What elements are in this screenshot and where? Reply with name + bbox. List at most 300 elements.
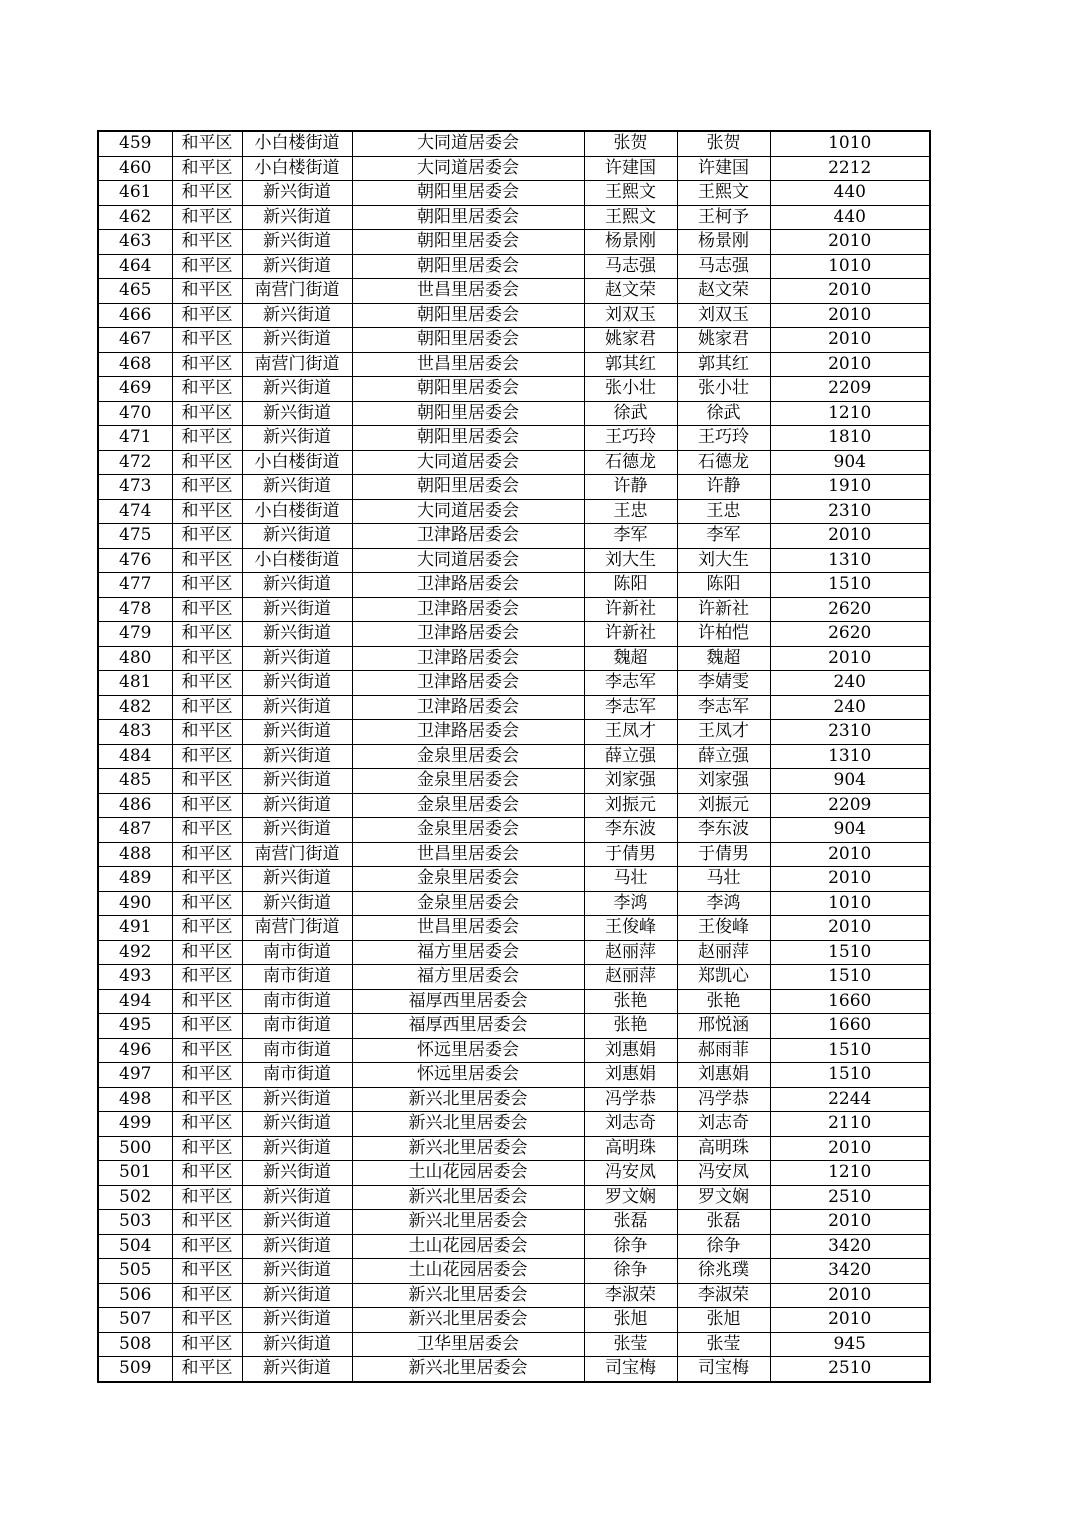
table-row — [98, 793, 930, 818]
member-cell: 薛立强 — [677, 744, 770, 769]
table-row — [98, 1210, 930, 1235]
district-cell: 和平区 — [172, 1161, 242, 1186]
row-number-cell: 487 — [98, 818, 172, 843]
row-number-cell: 486 — [98, 793, 172, 818]
applicant-cell: 王忠 — [584, 499, 677, 524]
member-cell: 魏超 — [677, 646, 770, 671]
amount-cell: 2010 — [770, 916, 930, 941]
district-cell: 和平区 — [172, 475, 242, 500]
committee-cell: 朝阳里居委会 — [352, 205, 584, 230]
district-cell: 和平区 — [172, 793, 242, 818]
amount-cell: 2209 — [770, 793, 930, 818]
row-number-cell: 466 — [98, 303, 172, 328]
member-cell: 张小壮 — [677, 377, 770, 402]
table-row — [98, 475, 930, 500]
member-cell: 石德龙 — [677, 450, 770, 475]
member-cell: 王俊峰 — [677, 916, 770, 941]
amount-cell: 1210 — [770, 1161, 930, 1186]
committee-cell: 怀远里居委会 — [352, 1063, 584, 1088]
street-cell: 新兴街道 — [242, 205, 352, 230]
applicant-cell: 郭其红 — [584, 352, 677, 377]
committee-cell: 朝阳里居委会 — [352, 401, 584, 426]
street-cell: 新兴街道 — [242, 426, 352, 451]
street-cell: 新兴街道 — [242, 524, 352, 549]
row-number-cell: 492 — [98, 940, 172, 965]
district-cell: 和平区 — [172, 254, 242, 279]
district-cell: 和平区 — [172, 1210, 242, 1235]
amount-cell: 240 — [770, 671, 930, 696]
applicant-cell: 赵丽萍 — [584, 965, 677, 990]
amount-cell: 2010 — [770, 303, 930, 328]
committee-cell: 土山花园居委会 — [352, 1161, 584, 1186]
row-number-cell: 504 — [98, 1234, 172, 1259]
committee-cell: 卫津路居委会 — [352, 573, 584, 598]
amount-cell: 1910 — [770, 475, 930, 500]
district-cell: 和平区 — [172, 1014, 242, 1039]
table-row — [98, 1332, 930, 1357]
committee-cell: 朝阳里居委会 — [352, 328, 584, 353]
member-cell: 刘大生 — [677, 548, 770, 573]
committee-cell: 世昌里居委会 — [352, 916, 584, 941]
row-number-cell: 460 — [98, 156, 172, 181]
member-cell: 张旭 — [677, 1308, 770, 1333]
applicant-cell: 许新社 — [584, 622, 677, 647]
row-number-cell: 477 — [98, 573, 172, 598]
amount-cell: 2010 — [770, 230, 930, 255]
street-cell: 新兴街道 — [242, 230, 352, 255]
table-row — [98, 940, 930, 965]
member-cell: 徐武 — [677, 401, 770, 426]
amount-cell: 2010 — [770, 1308, 930, 1333]
committee-cell: 朝阳里居委会 — [352, 254, 584, 279]
row-number-cell: 475 — [98, 524, 172, 549]
amount-cell: 904 — [770, 769, 930, 794]
row-number-cell: 488 — [98, 842, 172, 867]
street-cell: 新兴街道 — [242, 1259, 352, 1284]
member-cell: 许柏恺 — [677, 622, 770, 647]
member-cell: 王柯予 — [677, 205, 770, 230]
member-cell: 陈阳 — [677, 573, 770, 598]
table-row — [98, 1259, 930, 1284]
district-cell: 和平区 — [172, 230, 242, 255]
table-row — [98, 426, 930, 451]
member-cell: 刘志奇 — [677, 1112, 770, 1137]
street-cell: 新兴街道 — [242, 377, 352, 402]
member-cell: 高明珠 — [677, 1136, 770, 1161]
committee-cell: 卫华里居委会 — [352, 1332, 584, 1357]
row-number-cell: 503 — [98, 1210, 172, 1235]
amount-cell: 1510 — [770, 1063, 930, 1088]
table-row — [98, 818, 930, 843]
street-cell: 新兴街道 — [242, 1234, 352, 1259]
member-cell: 李志军 — [677, 695, 770, 720]
table-row — [98, 548, 930, 573]
district-cell: 和平区 — [172, 646, 242, 671]
amount-cell: 2110 — [770, 1112, 930, 1137]
member-cell: 许建国 — [677, 156, 770, 181]
member-cell: 张莹 — [677, 1332, 770, 1357]
committee-cell: 新兴北里居委会 — [352, 1283, 584, 1308]
street-cell: 南市街道 — [242, 1038, 352, 1063]
district-cell: 和平区 — [172, 205, 242, 230]
applicant-cell: 马壮 — [584, 867, 677, 892]
amount-cell: 2010 — [770, 524, 930, 549]
applicant-cell: 李志军 — [584, 671, 677, 696]
amount-cell: 2244 — [770, 1087, 930, 1112]
committee-cell: 朝阳里居委会 — [352, 377, 584, 402]
member-cell: 李军 — [677, 524, 770, 549]
table-row — [98, 205, 930, 230]
street-cell: 新兴街道 — [242, 867, 352, 892]
street-cell: 新兴街道 — [242, 254, 352, 279]
table-row — [98, 156, 930, 181]
table-row — [98, 891, 930, 916]
street-cell: 小白楼街道 — [242, 156, 352, 181]
applicant-cell: 张小壮 — [584, 377, 677, 402]
amount-cell: 904 — [770, 818, 930, 843]
amount-cell: 2010 — [770, 867, 930, 892]
street-cell: 新兴街道 — [242, 695, 352, 720]
district-cell: 和平区 — [172, 401, 242, 426]
street-cell: 新兴街道 — [242, 1087, 352, 1112]
table-row — [98, 695, 930, 720]
district-cell: 和平区 — [172, 965, 242, 990]
applicant-cell: 徐争 — [584, 1234, 677, 1259]
committee-cell: 大同道居委会 — [352, 548, 584, 573]
applicant-cell: 魏超 — [584, 646, 677, 671]
table-row — [98, 597, 930, 622]
table-row — [98, 524, 930, 549]
table-row — [98, 1308, 930, 1333]
row-number-cell: 459 — [98, 131, 172, 156]
applicant-cell: 高明珠 — [584, 1136, 677, 1161]
street-cell: 新兴街道 — [242, 622, 352, 647]
street-cell: 新兴街道 — [242, 181, 352, 206]
row-number-cell: 508 — [98, 1332, 172, 1357]
member-cell: 冯学恭 — [677, 1087, 770, 1112]
committee-cell: 福方里居委会 — [352, 940, 584, 965]
committee-cell: 大同道居委会 — [352, 156, 584, 181]
district-cell: 和平区 — [172, 181, 242, 206]
street-cell: 新兴街道 — [242, 1185, 352, 1210]
street-cell: 南市街道 — [242, 940, 352, 965]
committee-cell: 卫津路居委会 — [352, 671, 584, 696]
amount-cell: 2010 — [770, 328, 930, 353]
district-cell: 和平区 — [172, 1308, 242, 1333]
committee-cell: 新兴北里居委会 — [352, 1210, 584, 1235]
district-cell: 和平区 — [172, 426, 242, 451]
street-cell: 南营门街道 — [242, 842, 352, 867]
amount-cell: 2010 — [770, 646, 930, 671]
district-cell: 和平区 — [172, 940, 242, 965]
district-cell: 和平区 — [172, 352, 242, 377]
applicant-cell: 刘双玉 — [584, 303, 677, 328]
member-cell: 司宝梅 — [677, 1357, 770, 1382]
committee-cell: 卫津路居委会 — [352, 622, 584, 647]
committee-cell: 新兴北里居委会 — [352, 1112, 584, 1137]
district-cell: 和平区 — [172, 720, 242, 745]
amount-cell: 2209 — [770, 377, 930, 402]
amount-cell: 2010 — [770, 279, 930, 304]
amount-cell: 240 — [770, 695, 930, 720]
applicant-cell: 许静 — [584, 475, 677, 500]
street-cell: 南市街道 — [242, 1063, 352, 1088]
committee-cell: 大同道居委会 — [352, 499, 584, 524]
table-row — [98, 1234, 930, 1259]
street-cell: 新兴街道 — [242, 769, 352, 794]
street-cell: 新兴街道 — [242, 818, 352, 843]
applicant-cell: 李鸿 — [584, 891, 677, 916]
committee-cell: 新兴北里居委会 — [352, 1136, 584, 1161]
district-cell: 和平区 — [172, 1357, 242, 1382]
row-number-cell: 467 — [98, 328, 172, 353]
committee-cell: 福厚西里居委会 — [352, 989, 584, 1014]
district-cell: 和平区 — [172, 1332, 242, 1357]
street-cell: 新兴街道 — [242, 573, 352, 598]
committee-cell: 新兴北里居委会 — [352, 1357, 584, 1382]
district-cell: 和平区 — [172, 744, 242, 769]
amount-cell: 945 — [770, 1332, 930, 1357]
district-cell: 和平区 — [172, 622, 242, 647]
district-cell: 和平区 — [172, 1112, 242, 1137]
row-number-cell: 490 — [98, 891, 172, 916]
table-row — [98, 450, 930, 475]
street-cell: 南营门街道 — [242, 279, 352, 304]
committee-cell: 大同道居委会 — [352, 131, 584, 156]
amount-cell: 1210 — [770, 401, 930, 426]
street-cell: 新兴街道 — [242, 671, 352, 696]
table-row — [98, 720, 930, 745]
row-number-cell: 484 — [98, 744, 172, 769]
applicant-cell: 陈阳 — [584, 573, 677, 598]
district-cell: 和平区 — [172, 524, 242, 549]
district-cell: 和平区 — [172, 1063, 242, 1088]
row-number-cell: 476 — [98, 548, 172, 573]
amount-cell: 1510 — [770, 1038, 930, 1063]
table-row — [98, 131, 930, 156]
committee-cell: 金泉里居委会 — [352, 818, 584, 843]
table-row — [98, 1038, 930, 1063]
district-cell: 和平区 — [172, 156, 242, 181]
member-cell: 马志强 — [677, 254, 770, 279]
amount-cell: 1810 — [770, 426, 930, 451]
row-number-cell: 496 — [98, 1038, 172, 1063]
member-cell: 冯安凤 — [677, 1161, 770, 1186]
applicant-cell: 罗文娴 — [584, 1185, 677, 1210]
member-cell: 郭其红 — [677, 352, 770, 377]
table-row — [98, 867, 930, 892]
row-number-cell: 493 — [98, 965, 172, 990]
table-row — [98, 916, 930, 941]
member-cell: 邢悦涵 — [677, 1014, 770, 1039]
street-cell: 新兴街道 — [242, 1112, 352, 1137]
applicant-cell: 刘家强 — [584, 769, 677, 794]
applicant-cell: 李志军 — [584, 695, 677, 720]
district-cell: 和平区 — [172, 328, 242, 353]
row-number-cell: 494 — [98, 989, 172, 1014]
applicant-cell: 冯安凤 — [584, 1161, 677, 1186]
row-number-cell: 489 — [98, 867, 172, 892]
committee-cell: 卫津路居委会 — [352, 695, 584, 720]
row-number-cell: 497 — [98, 1063, 172, 1088]
street-cell: 新兴街道 — [242, 720, 352, 745]
applicant-cell: 刘惠娟 — [584, 1063, 677, 1088]
row-number-cell: 474 — [98, 499, 172, 524]
applicant-cell: 张艳 — [584, 1014, 677, 1039]
member-cell: 王忠 — [677, 499, 770, 524]
member-cell: 李淑荣 — [677, 1283, 770, 1308]
table-row — [98, 1357, 930, 1382]
member-cell: 王熙文 — [677, 181, 770, 206]
table-row — [98, 671, 930, 696]
row-number-cell: 506 — [98, 1283, 172, 1308]
district-cell: 和平区 — [172, 1185, 242, 1210]
committee-cell: 怀远里居委会 — [352, 1038, 584, 1063]
district-cell: 和平区 — [172, 548, 242, 573]
district-cell: 和平区 — [172, 1136, 242, 1161]
row-number-cell: 485 — [98, 769, 172, 794]
amount-cell: 2620 — [770, 622, 930, 647]
member-cell: 张贺 — [677, 131, 770, 156]
applicant-cell: 王俊峰 — [584, 916, 677, 941]
district-cell: 和平区 — [172, 1038, 242, 1063]
data-table — [97, 130, 931, 1383]
row-number-cell: 470 — [98, 401, 172, 426]
member-cell: 李婧雯 — [677, 671, 770, 696]
amount-cell: 440 — [770, 205, 930, 230]
applicant-cell: 于倩男 — [584, 842, 677, 867]
applicant-cell: 王巧玲 — [584, 426, 677, 451]
member-cell: 刘惠娟 — [677, 1063, 770, 1088]
member-cell: 姚家君 — [677, 328, 770, 353]
committee-cell: 金泉里居委会 — [352, 867, 584, 892]
row-number-cell: 464 — [98, 254, 172, 279]
street-cell: 新兴街道 — [242, 328, 352, 353]
applicant-cell: 王熙文 — [584, 181, 677, 206]
row-number-cell: 491 — [98, 916, 172, 941]
applicant-cell: 许新社 — [584, 597, 677, 622]
district-cell: 和平区 — [172, 1259, 242, 1284]
row-number-cell: 499 — [98, 1112, 172, 1137]
amount-cell: 2010 — [770, 1210, 930, 1235]
row-number-cell: 495 — [98, 1014, 172, 1039]
applicant-cell: 刘志奇 — [584, 1112, 677, 1137]
applicant-cell: 许建国 — [584, 156, 677, 181]
applicant-cell: 赵丽萍 — [584, 940, 677, 965]
committee-cell: 世昌里居委会 — [352, 352, 584, 377]
committee-cell: 卫津路居委会 — [352, 720, 584, 745]
table-row — [98, 401, 930, 426]
applicant-cell: 王熙文 — [584, 205, 677, 230]
member-cell: 张磊 — [677, 1210, 770, 1235]
district-cell: 和平区 — [172, 1087, 242, 1112]
applicant-cell: 刘大生 — [584, 548, 677, 573]
table-row — [98, 1087, 930, 1112]
row-number-cell: 498 — [98, 1087, 172, 1112]
member-cell: 徐兆璞 — [677, 1259, 770, 1284]
district-cell: 和平区 — [172, 695, 242, 720]
table-row — [98, 573, 930, 598]
applicant-cell: 杨景刚 — [584, 230, 677, 255]
table-row — [98, 1112, 930, 1137]
amount-cell: 2620 — [770, 597, 930, 622]
row-number-cell: 463 — [98, 230, 172, 255]
table-row — [98, 744, 930, 769]
district-cell: 和平区 — [172, 671, 242, 696]
applicant-cell: 石德龙 — [584, 450, 677, 475]
street-cell: 小白楼街道 — [242, 131, 352, 156]
table-row — [98, 181, 930, 206]
committee-cell: 新兴北里居委会 — [352, 1308, 584, 1333]
table-row — [98, 1185, 930, 1210]
committee-cell: 朝阳里居委会 — [352, 303, 584, 328]
amount-cell: 1510 — [770, 965, 930, 990]
district-cell: 和平区 — [172, 377, 242, 402]
row-number-cell: 469 — [98, 377, 172, 402]
street-cell: 新兴街道 — [242, 1161, 352, 1186]
applicant-cell: 李军 — [584, 524, 677, 549]
member-cell: 刘双玉 — [677, 303, 770, 328]
amount-cell: 3420 — [770, 1234, 930, 1259]
applicant-cell: 徐争 — [584, 1259, 677, 1284]
table-row — [98, 1161, 930, 1186]
applicant-cell: 徐武 — [584, 401, 677, 426]
street-cell: 新兴街道 — [242, 891, 352, 916]
amount-cell: 2510 — [770, 1357, 930, 1382]
committee-cell: 土山花园居委会 — [352, 1259, 584, 1284]
amount-cell: 2212 — [770, 156, 930, 181]
table-row — [98, 499, 930, 524]
street-cell: 新兴街道 — [242, 475, 352, 500]
member-cell: 王巧玲 — [677, 426, 770, 451]
street-cell: 新兴街道 — [242, 1357, 352, 1382]
member-cell: 赵丽萍 — [677, 940, 770, 965]
applicant-cell: 张磊 — [584, 1210, 677, 1235]
row-number-cell: 483 — [98, 720, 172, 745]
amount-cell: 1510 — [770, 573, 930, 598]
district-cell: 和平区 — [172, 597, 242, 622]
district-cell: 和平区 — [172, 989, 242, 1014]
amount-cell: 904 — [770, 450, 930, 475]
street-cell: 新兴街道 — [242, 1332, 352, 1357]
district-cell: 和平区 — [172, 450, 242, 475]
row-number-cell: 501 — [98, 1161, 172, 1186]
row-number-cell: 468 — [98, 352, 172, 377]
amount-cell: 2310 — [770, 499, 930, 524]
table-row — [98, 303, 930, 328]
table-row — [98, 1063, 930, 1088]
table-row — [98, 989, 930, 1014]
amount-cell: 1310 — [770, 548, 930, 573]
district-cell: 和平区 — [172, 573, 242, 598]
applicant-cell: 马志强 — [584, 254, 677, 279]
row-number-cell: 509 — [98, 1357, 172, 1382]
table-row — [98, 1014, 930, 1039]
district-cell: 和平区 — [172, 891, 242, 916]
amount-cell: 2010 — [770, 1283, 930, 1308]
street-cell: 南市街道 — [242, 989, 352, 1014]
applicant-cell: 张莹 — [584, 1332, 677, 1357]
street-cell: 新兴街道 — [242, 597, 352, 622]
applicant-cell: 王凤才 — [584, 720, 677, 745]
street-cell: 新兴街道 — [242, 793, 352, 818]
street-cell: 新兴街道 — [242, 1283, 352, 1308]
committee-cell: 卫津路居委会 — [352, 646, 584, 671]
table-row — [98, 769, 930, 794]
street-cell: 南市街道 — [242, 1014, 352, 1039]
row-number-cell: 500 — [98, 1136, 172, 1161]
street-cell: 小白楼街道 — [242, 450, 352, 475]
